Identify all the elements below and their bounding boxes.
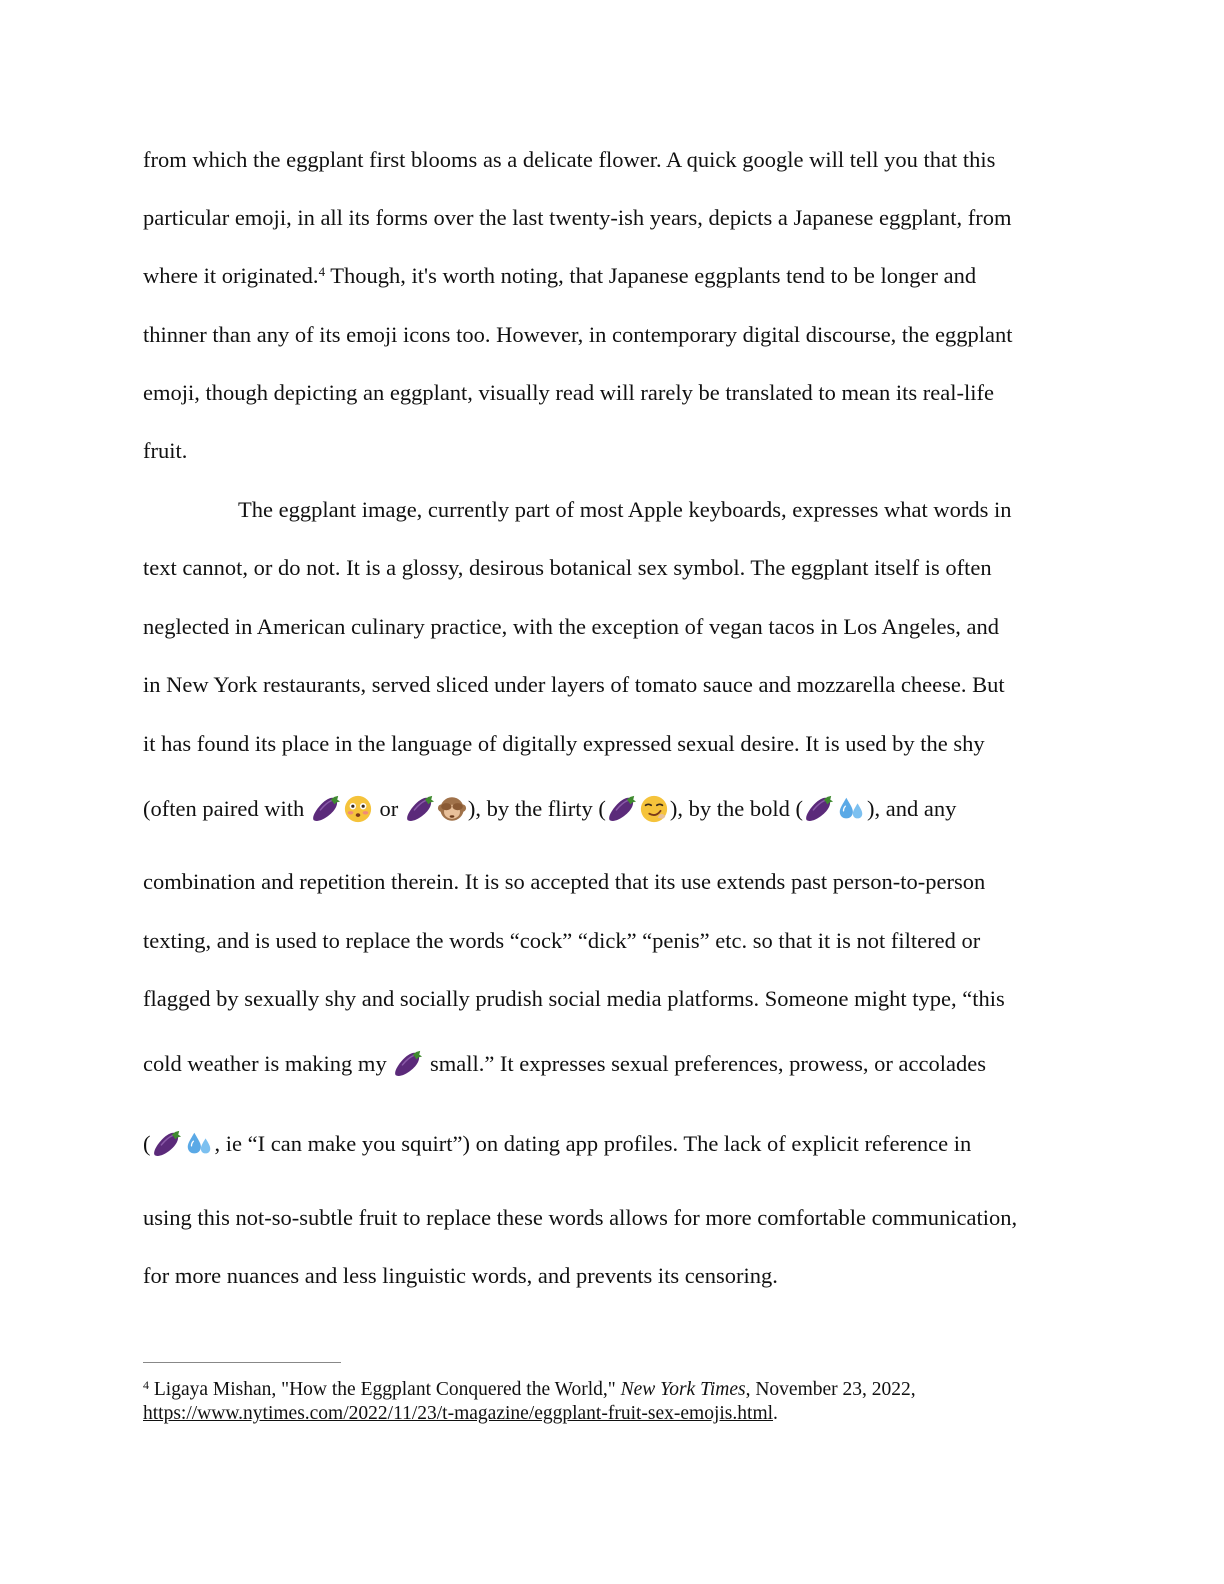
body-line-6: fruit. bbox=[143, 438, 188, 463]
flushed-face-icon bbox=[343, 794, 373, 824]
body-line-12 bbox=[143, 794, 956, 824]
eggplant-icon bbox=[804, 794, 834, 824]
footnote-number: 4 bbox=[143, 1378, 149, 1392]
body-line-12-text-b: or bbox=[373, 796, 404, 821]
body-line-12-text-a: (often paired with bbox=[143, 796, 310, 821]
sweat-droplets-icon bbox=[184, 1129, 214, 1159]
footnote-publication: New York Times bbox=[620, 1379, 746, 1400]
body-line-12-text-d: ), by the bold ( bbox=[669, 796, 804, 821]
body-line-3 bbox=[143, 261, 976, 291]
body-line-4: thinner than any of its emoji icons too. However, in contemporary digital discourse, the eggplant bbox=[143, 322, 1013, 347]
see-no-evil-monkey-icon bbox=[437, 794, 467, 824]
footnote-reference[interactable]: 4 bbox=[318, 264, 326, 279]
eggplant-icon bbox=[311, 794, 341, 824]
body-line-3-text-cont: Though, it's worth noting, that Japanese eggplants tend to be longer and bbox=[325, 263, 977, 288]
eggplant-icon bbox=[607, 794, 637, 824]
footnote-text-b: , November 23, 2022, bbox=[745, 1379, 916, 1400]
body-line-2: particular emoji, in all its forms over the last twenty-ish years, depicts a Japanese eggplant, from bbox=[143, 205, 1012, 230]
body-line-14: texting, and is used to replace the words “cock” “dick” “penis” etc. so that it is not filtered or bbox=[143, 928, 981, 953]
body-line-17-text-b: , ie “I can make you squirt”) on dating app profiles. The lack of explicit reference in bbox=[214, 1131, 972, 1156]
eggplant-icon bbox=[152, 1129, 182, 1159]
smirking-face-icon bbox=[639, 794, 669, 824]
body-line-19: for more nuances and less linguistic words, and prevents its censoring. bbox=[143, 1263, 778, 1288]
eggplant-icon bbox=[405, 794, 435, 824]
body-line-12-text-c: ), by the flirty ( bbox=[467, 796, 606, 821]
eggplant-icon bbox=[393, 1049, 423, 1079]
footnote-text-a: Ligaya Mishan, "How the Eggplant Conquered the World," bbox=[149, 1379, 621, 1400]
footnote-line-2 bbox=[143, 1402, 778, 1426]
body-line-3-text: where it originated. bbox=[143, 263, 319, 288]
body-line-15: flagged by sexually shy and socially prudish social media platforms. Someone might type, “this bbox=[143, 986, 1005, 1011]
footnote-url-link[interactable]: https://www.nytimes.com/2022/11/23/t-magazine/eggplant-fruit-sex-emojis.html bbox=[143, 1403, 774, 1424]
body-line-16-text-a: cold weather is making my bbox=[143, 1051, 393, 1076]
sweat-droplets-icon bbox=[836, 794, 866, 824]
body-line-16-text-b: small.” It expresses sexual preferences, prowess, or accolades bbox=[424, 1051, 986, 1076]
body-line-12-text-e: ), and any bbox=[867, 796, 957, 821]
body-line-17-text-a: ( bbox=[143, 1131, 151, 1156]
body-line-18: using this not-so-subtle fruit to replace these words allows for more comfortable communication, bbox=[143, 1205, 1018, 1230]
body-line-1: from which the eggplant first blooms as a delicate flower. A quick google will tell you that this bbox=[143, 147, 996, 172]
body-line-8: text cannot, or do not. It is a glossy, desirous botanical sex symbol. The eggplant itself is often bbox=[143, 555, 992, 580]
footnote-line-1 bbox=[143, 1378, 916, 1402]
body-line-11: it has found its place in the language of digitally expressed sexual desire. It is used by the shy bbox=[143, 731, 985, 756]
body-line-13: combination and repetition therein. It is so accepted that its use extends past person-to-person bbox=[143, 869, 986, 894]
body-line-16 bbox=[143, 1049, 986, 1079]
footnote-separator bbox=[143, 1362, 341, 1363]
body-line-5: emoji, though depicting an eggplant, visually read will rarely be translated to mean its real-life bbox=[143, 380, 994, 405]
body-line-7: The eggplant image, currently part of most Apple keyboards, expresses what words in bbox=[238, 497, 1012, 522]
footnote-url-end: . bbox=[773, 1403, 778, 1424]
body-line-9: neglected in American culinary practice, with the exception of vegan tacos in Los Angeles, and bbox=[143, 614, 999, 639]
body-line-17 bbox=[143, 1129, 971, 1159]
body-line-10: in New York restaurants, served sliced under layers of tomato sauce and mozzarella cheese. But bbox=[143, 672, 1005, 697]
